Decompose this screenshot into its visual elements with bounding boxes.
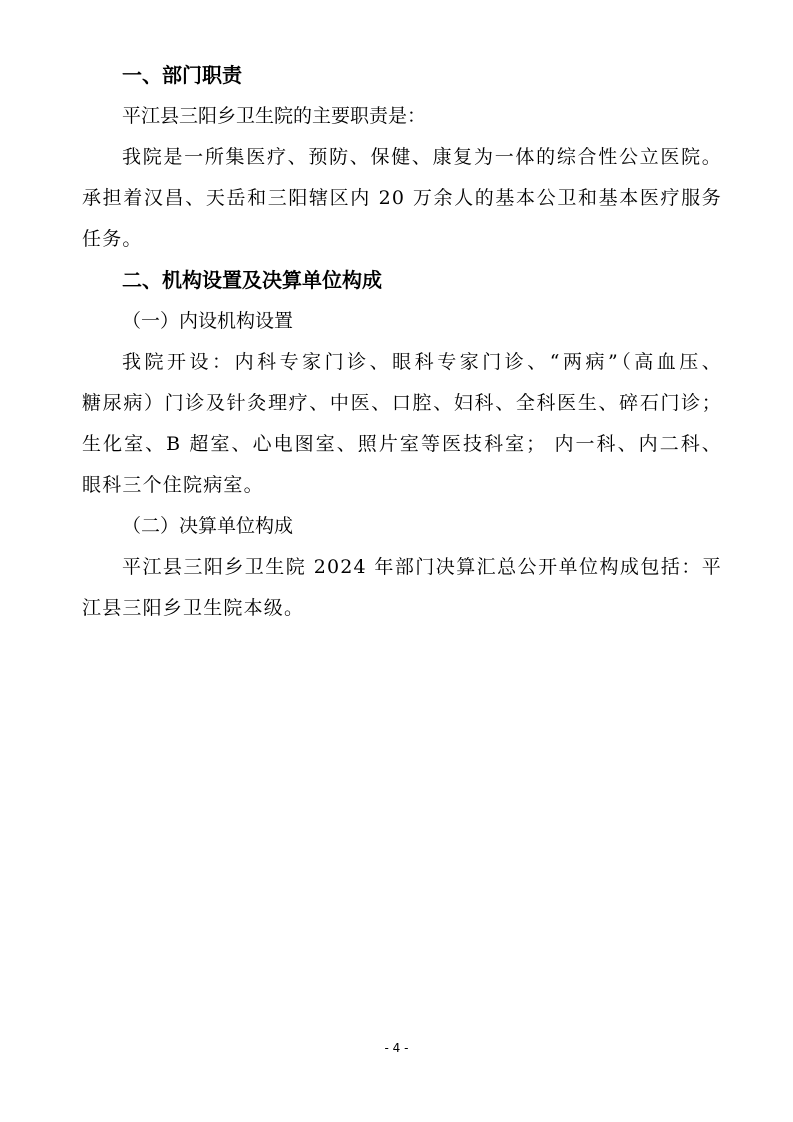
responsibilities-paragraph — [82, 137, 722, 260]
paragraph-line: 生化室、B 超室、心电图室、照片室等医技科室； 内一科、内二科、 — [82, 433, 722, 455]
paragraph-line: 任务。 — [82, 228, 143, 250]
paragraph-line: 江县三阳乡卫生院本级。 — [82, 597, 305, 619]
paragraph-line: 平江县三阳乡卫生院 2024 年部门决算汇总公开单位构成包括：平 — [122, 556, 722, 578]
section-heading-responsibilities: 一、部门职责 — [122, 63, 242, 87]
paragraph-line: 糖尿病）门诊及针灸理疗、中医、口腔、妇科、全科医生、碎石门诊； — [82, 392, 722, 414]
responsibilities-intro: 平江县三阳乡卫生院的主要职责是： — [122, 105, 427, 127]
page-content — [82, 55, 722, 629]
paragraph-line: 我院开设：内科专家门诊、眼科专家门诊、“两病”（高血压、 — [122, 351, 722, 373]
paragraph-line: 我院是一所集医疗、预防、保健、康复为一体的综合性公立医院。 — [122, 146, 722, 168]
budget-units-paragraph — [82, 547, 722, 629]
paragraph-line: 眼科三个住院病室。 — [82, 474, 264, 496]
subsection-title-budget-units: （二）决算单位构成 — [122, 515, 294, 537]
section-heading-organization: 二、机构设置及决算单位构成 — [122, 268, 382, 292]
internal-departments-paragraph — [82, 342, 722, 506]
subsection-title-internal: （一）内设机构设置 — [122, 310, 294, 332]
page-number: - 4 - — [384, 1041, 409, 1055]
paragraph-line: 承担着汉昌、天岳和三阳辖区内 20 万余人的基本公卫和基本医疗服务 — [82, 187, 722, 209]
